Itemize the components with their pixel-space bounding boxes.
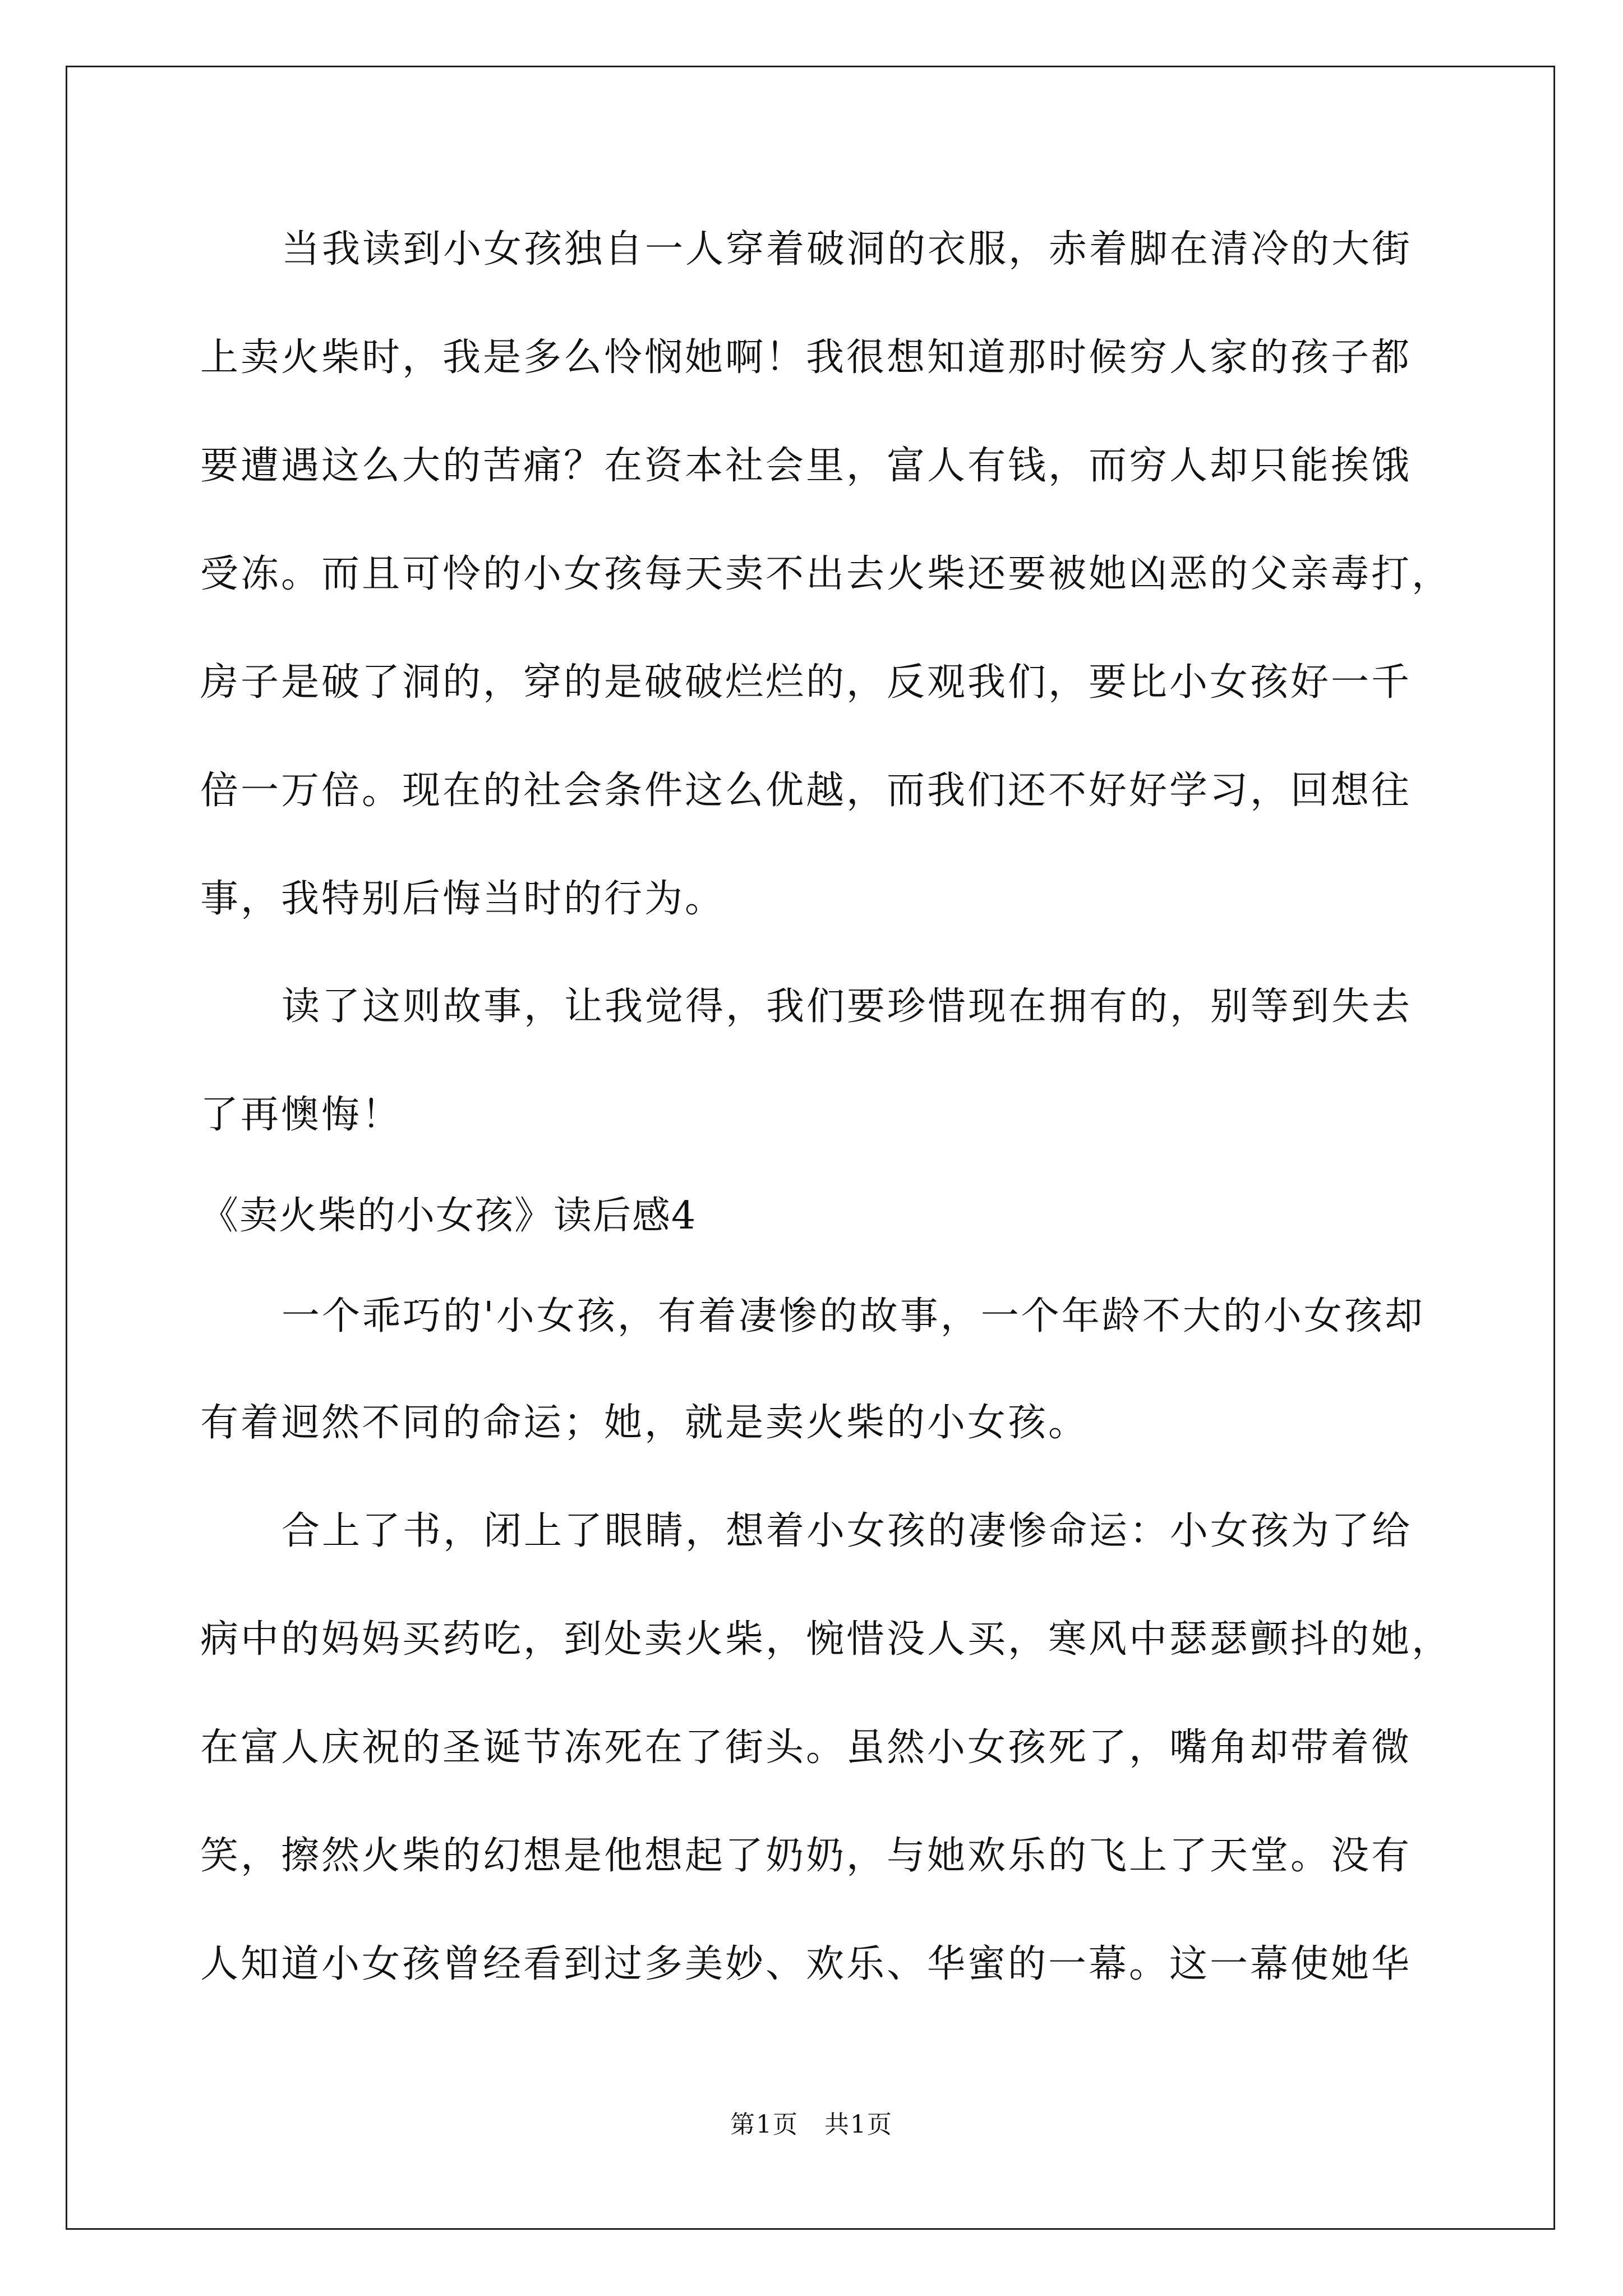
text-line: 受冻。而且可怜的小女孩每天卖不出去火柴还要被她凶恶的父亲毒打， bbox=[200, 552, 1453, 596]
text-line: 有着迥然不同的命运；她，就是卖火柴的小女孩。 bbox=[200, 1401, 1089, 1445]
text-line: 当我读到小女孩独自一人穿着破洞的衣服，赤着脚在清冷的大街 bbox=[282, 227, 1413, 272]
text-line: 人知道小女孩曾经看到过多美妙、欢乐、华蜜的一幕。这一幕使她华 bbox=[200, 1942, 1412, 1986]
text-line: 在富人庆祝的圣诞节冻死在了街头。虽然小女孩死了，嘴角却带着微 bbox=[200, 1726, 1412, 1770]
text-line: 了再懊悔！ bbox=[200, 1093, 403, 1137]
text-line: 一个乖巧的'小女孩，有着凄惨的故事，一个年龄不大的小女孩却 bbox=[282, 1294, 1425, 1338]
page-number-footer: 第1页 共1页 bbox=[730, 2110, 893, 2139]
section-heading: 《卖火柴的小女孩》读后感4 bbox=[200, 1194, 697, 1238]
text-line: 倍一万倍。现在的社会条件这么优越，而我们还不好好学习，回想往 bbox=[200, 769, 1412, 813]
text-line: 房子是破了洞的，穿的是破破烂烂的，反观我们，要比小女孩好一千 bbox=[200, 660, 1412, 705]
text-line: 事，我特别后悔当时的行为。 bbox=[200, 877, 726, 921]
text-line: 读了这则故事，让我觉得，我们要珍惜现在拥有的，别等到失去 bbox=[282, 984, 1413, 1029]
text-line: 要遭遇这么大的苦痛？在资本社会里，富人有钱，而穷人却只能挨饿 bbox=[200, 444, 1412, 488]
text-line: 上卖火柴时，我是多么怜悯她啊！我很想知道那时候穷人家的孩子都 bbox=[200, 335, 1412, 380]
text-line: 合上了书，闭上了眼睛，想着小女孩的凄惨命运：小女孩为了给 bbox=[282, 1509, 1413, 1553]
text-line: 病中的妈妈买药吃，到处卖火柴，惋惜没人买，寒风中瑟瑟颤抖的她， bbox=[200, 1617, 1453, 1662]
text-line: 笑，擦然火柴的幻想是他想起了奶奶，与她欢乐的飞上了天堂。没有 bbox=[200, 1834, 1412, 1878]
page-border bbox=[66, 66, 1555, 2230]
